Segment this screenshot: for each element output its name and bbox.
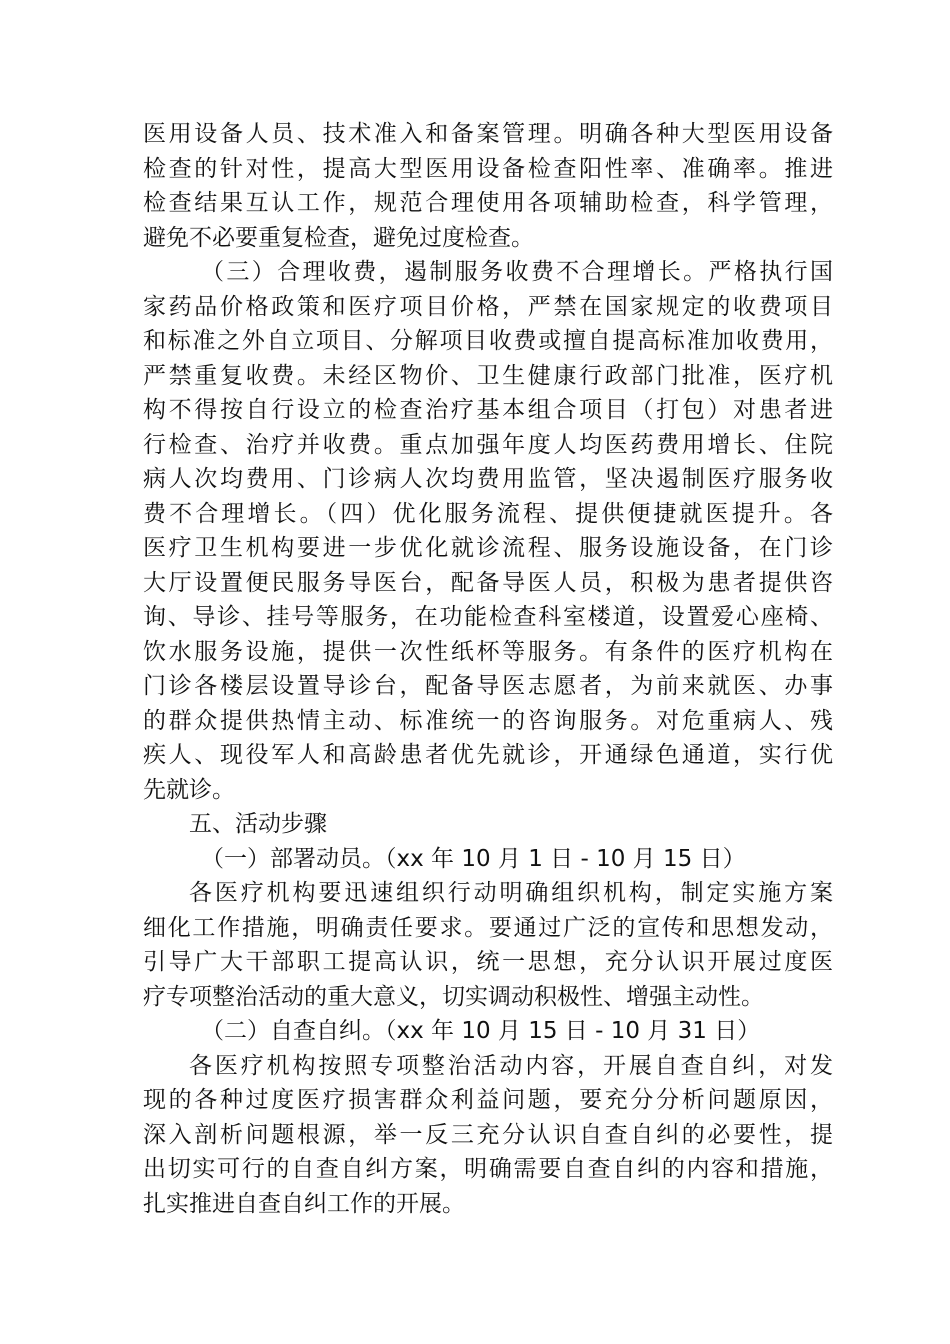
subsection-heading: （一）部署动员。（xx 年 10 月 1 日 - 10 月 15 日） xyxy=(201,845,746,872)
body-line: 各医疗机构要迅速组织行动明确组织机构，制定实施方案 xyxy=(189,880,833,906)
body-line: 构不得按自行设立的检查治疗基本组合项目（打包）对患者进 xyxy=(143,397,833,423)
body-line: 深入剖析问题根源，举一反三充分认识自查自纠的必要性，提 xyxy=(143,1121,833,1148)
body-line: 各医疗机构按照专项整治活动内容，开展自查自纠，对发 xyxy=(189,1052,833,1079)
body-line: 和标准之外自立项目、分解项目收费或擅自提高标准加收费用， xyxy=(143,328,833,354)
body-line: 询、导诊、挂号等服务，在功能检查科室楼道，设置爱心座椅、 xyxy=(143,604,833,630)
body-line: 疾人、现役军人和高龄患者优先就诊，开通绿色通道，实行优 xyxy=(143,742,833,768)
body-line: 先就诊。 xyxy=(143,776,235,803)
body-line: 行检查、治疗并收费。重点加强年度人均医药费用增长、住院 xyxy=(143,431,833,458)
body-line: 医疗卫生机构要进一步优化就诊流程、服务设施设备，在门诊 xyxy=(143,535,833,561)
body-line: 检查的针对性，提高大型医用设备检查阳性率、准确率。推进 xyxy=(143,155,833,182)
body-line: 医用设备人员、技术准入和备案管理。明确各种大型医用设备 xyxy=(143,121,833,147)
body-line: 现的各种过度医疗损害群众利益问题，要充分分析问题原因， xyxy=(143,1087,833,1113)
body-line: 检查结果互认工作，规范合理使用各项辅助检查，科学管理， xyxy=(143,190,833,216)
body-line: 疗专项整治活动的重大意义，切实调动积极性、增强主动性。 xyxy=(143,983,764,1010)
body-line: 门诊各楼层设置导诊台，配备导医志愿者，为前来就医、办事 xyxy=(143,673,833,699)
body-line: 病人次均费用、门诊病人次均费用监管，坚决遏制医疗服务收 xyxy=(143,466,833,492)
document-body xyxy=(143,117,833,1221)
body-line: 细化工作措施，明确责任要求。要通过广泛的宣传和思想发动， xyxy=(143,914,833,941)
body-line: 的群众提供热情主动、标准统一的咨询服务。对危重病人、残 xyxy=(143,707,833,734)
body-line: 严禁重复收费。未经区物价、卫生健康行政部门批准，医疗机 xyxy=(143,362,833,389)
body-line: 避免不必要重复检查，避免过度检查。 xyxy=(143,224,534,251)
section-heading-line: （三）合理收费，遏制服务收费不合理增长。严格执行国 xyxy=(201,259,833,285)
subsection-heading: （二）自查自纠。（xx 年 10 月 15 日 - 10 月 31 日） xyxy=(201,1018,761,1044)
body-line: 大厅设置便民服务导医台，配备导医人员，积极为患者提供咨 xyxy=(143,569,833,596)
body-line: 出切实可行的自查自纠方案，明确需要自查自纠的内容和措施， xyxy=(143,1156,833,1182)
section-title: 五、活动步骤 xyxy=(189,811,327,837)
body-line: 费不合理增长。（四）优化服务流程、提供便捷就医提升。各 xyxy=(143,500,833,527)
body-line: 引导广大干部职工提高认识，统一思想，充分认识开展过度医 xyxy=(143,949,833,975)
body-line: 家药品价格政策和医疗项目价格，严禁在国家规定的收费项目 xyxy=(143,293,833,320)
body-line: 饮水服务设施，提供一次性纸杯等服务。有条件的医疗机构在 xyxy=(143,638,833,665)
body-line: 扎实推进自查自纠工作的开展。 xyxy=(143,1190,465,1217)
